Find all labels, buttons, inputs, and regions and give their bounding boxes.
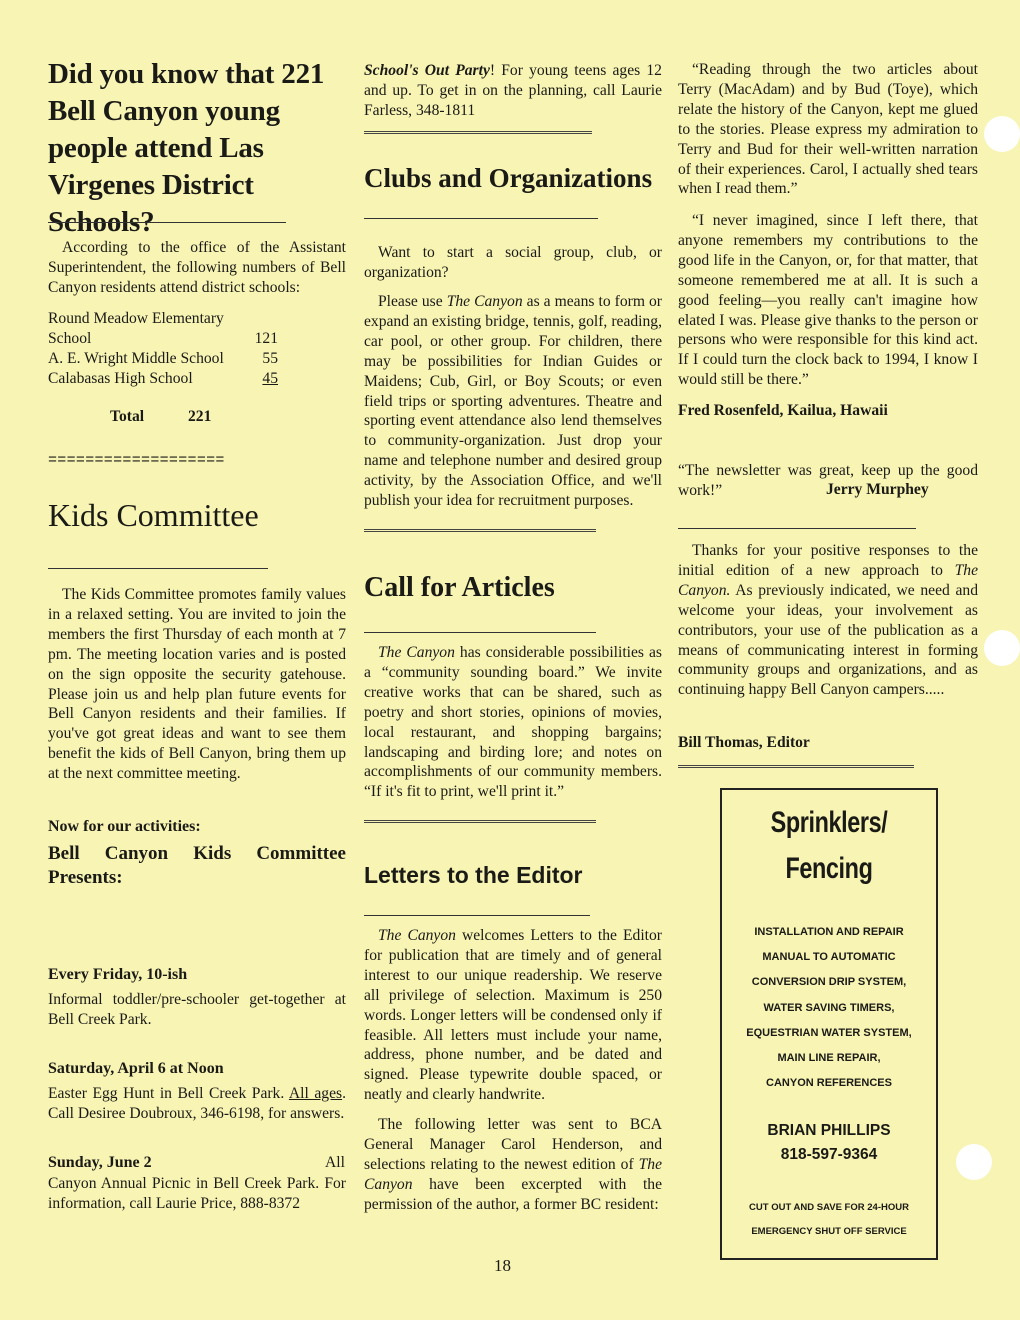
- following-text: The following letter was sent to BCA General Manager Carol Henderson, and selections relating to the newest edition of: [364, 1116, 662, 1173]
- punch-hole: [956, 1144, 992, 1180]
- editor-signature: Bill Thomas, Editor: [678, 734, 810, 751]
- total-label: Total: [110, 408, 145, 425]
- event-body: Informal toddler/pre-schooler get-together at Bell Creek Park.: [48, 991, 346, 1028]
- ad-contact-name: BRIAN PHILLIPS: [767, 1122, 891, 1139]
- event-body: [48, 1084, 346, 1124]
- call-for-articles-body: [364, 643, 662, 802]
- school-name: A. E. Wright Middle School: [48, 350, 224, 367]
- letters-body-text: welcomes Letters to the Editor for publication that are timely and of general interest to our unique readership. We reserve all privilege of selection. Maximum is 250 words. Longer letters will be condensed only if feasible. All letters must include your name, address, phone number, and be dated and signed. Please typewrite double spaced, or neatly and clearly handwrite.: [364, 927, 662, 1104]
- call-for-articles-heading: Call for Articles: [364, 572, 555, 603]
- table-row: [48, 349, 278, 369]
- publication-name: The Canyon: [378, 927, 456, 944]
- ad-footer: EMERGENCY SHUT OFF SERVICE: [751, 1226, 907, 1237]
- school-count: 55: [262, 350, 278, 367]
- publication-name: The Canyon: [446, 293, 523, 310]
- separator: ===================: [48, 452, 225, 469]
- school-stats-table: [48, 309, 278, 389]
- event-body-underlined: All ages: [288, 1085, 343, 1102]
- divider: [364, 218, 598, 219]
- event-title: Saturday, April 6 at Noon: [48, 1060, 224, 1077]
- call-body-text: has considerable possibilities as a “community sounding board.” We invite creative works that can be shared, such as poetry and short stories, opinions of movies, local restaurant, and shopping bargains; landscaping and birding lore; and notes on accomplishments of our community members. “If it's fit to print, we'll print it.”: [364, 644, 662, 801]
- double-rule: [678, 765, 914, 771]
- following-letter-intro: [364, 1115, 662, 1215]
- ad-footer: CUT OUT AND SAVE FOR 24-HOUR: [749, 1202, 909, 1213]
- letter-quote: “Reading through the two articles about Terry (MacAdam) and by Bud (Toye), which relate the history of the Canyon, kept me glued to the stories. Please express my admiration to Terry and Bud for their well-written narration of their experiences. Carol, I actually shed tears when I read them.”: [678, 61, 978, 198]
- event-title: Every Friday, 10-ish: [48, 966, 188, 983]
- kids-committee-body: The Kids Committee promotes family values in a relaxed setting. You are invited to join the members the first Thursday of each month at 7 pm. The meeting location varies and is posted on the sign opposite the security gatehouse. Please join us and help plan future events for Bell Canyon residents and their families. If you've got great ideas and want to see them benefit the kids of Bell Canyon, bring them up at the next committee meeting.: [48, 586, 346, 783]
- school-name: School: [48, 330, 92, 347]
- double-rule: [364, 529, 596, 535]
- ad-service: EQUESTRIAN WATER SYSTEM,: [746, 1027, 912, 1039]
- clubs-body-text: as a means to form or expand an existing bridge, tennis, golf, reading, car pool, or other group. For children, there may be possibilities for Indian Guides or Maidens; Cub, Girl, or Boy Scouts; or even field trips or sporting adventures. Theatre and sporting event attendance also lend themselves to community-organization. Just drop your name and telephone number and desired group activity, by the Association Office, and we'll publish your idea for recruitment purposes.: [364, 293, 662, 510]
- thanks-text: As previously indicated, we need and welcome your ideas, your involvement as contributors, your use of the publication as a means of communicating interest in forming community groups and organizations, and as continuing happy Bell Canyon campers.....: [678, 581, 978, 699]
- ad-service: WATER SAVING TIMERS,: [763, 1002, 895, 1014]
- publication-name: The Canyon: [364, 1155, 662, 1193]
- double-rule: [364, 131, 592, 137]
- sprinklers-fencing-ad: [720, 788, 938, 1260]
- ad-service: INSTALLATION AND REPAIR: [754, 926, 904, 938]
- ad-heading: Sprinklers/: [770, 806, 888, 839]
- presents-heading: Bell Canyon Kids Committee Presents:: [48, 843, 346, 888]
- publication-name: The Canyon: [378, 644, 455, 661]
- thanks-text: Thanks for your positive responses to the initial edition of a new approach to: [678, 542, 978, 579]
- letters-heading: Letters to the Editor: [364, 862, 583, 888]
- page-number: 18: [494, 1256, 511, 1275]
- clubs-question: Want to start a social group, club, or organization?: [364, 244, 662, 281]
- ad-heading: Fencing: [785, 852, 873, 885]
- letter-signature: Jerry Murphey: [826, 481, 929, 498]
- ad-service: MAIN LINE REPAIR,: [777, 1052, 881, 1064]
- schools-out-body: ! For young teens ages 12 and up. To get in on the planning, call Laurie Farless, 348-1811: [364, 62, 662, 119]
- clubs-body: [364, 292, 662, 511]
- divider: [364, 915, 590, 916]
- double-rule: [364, 820, 596, 826]
- ad-service: MANUAL TO AUTOMATIC: [762, 951, 896, 963]
- following-text: have been excerpted with the permission of the author, a former BC resident:: [364, 1175, 662, 1213]
- clubs-body-text: Please use: [378, 293, 447, 310]
- ad-phone: 818-597-9364: [780, 1146, 878, 1163]
- punch-hole: [984, 116, 1020, 152]
- ad-service: CONVERSION DRIP SYSTEM,: [751, 976, 907, 988]
- total-value: 221: [188, 408, 212, 425]
- table-row: [48, 369, 278, 389]
- table-row: [48, 329, 278, 349]
- letters-body: [364, 926, 662, 1105]
- did-you-know-intro: According to the office of the Assistant Superintendent, the following numbers of Bell Canyon residents attend district schools:: [48, 239, 346, 296]
- event-title: Sunday, June 2: [48, 1154, 152, 1171]
- clubs-heading: Clubs and Organizations: [364, 163, 653, 193]
- schools-out-title: School's Out Party: [364, 62, 490, 79]
- event-body-text: . Call Desiree Doubroux, 346-6198, for answers.: [48, 1085, 346, 1122]
- event-title-right: All: [325, 1154, 345, 1171]
- letter-signature: Fred Rosenfeld, Kailua, Hawaii: [678, 402, 888, 419]
- activities-heading: Now for our activities:: [48, 818, 201, 835]
- event-body-text: Easter Egg Hunt in Bell Creek Park.: [48, 1085, 289, 1102]
- event-body: Canyon Annual Picnic in Bell Creek Park. For information, call Laurie Price, 888-8372: [48, 1175, 346, 1212]
- school-name: Calabasas High School: [48, 370, 193, 387]
- letter-quote: “The newsletter was great, keep up the good work!”: [678, 462, 978, 499]
- publication-name: The Canyon.: [678, 561, 978, 599]
- did-you-know-heading: Did you know that 221 Bell Canyon young people attend Las Virgenes District Schools?: [48, 58, 325, 238]
- school-count: 121: [254, 330, 278, 347]
- divider: [48, 222, 286, 223]
- schools-out-party: [364, 61, 662, 121]
- divider: [364, 632, 596, 633]
- table-row: [48, 309, 278, 329]
- kids-committee-heading: Kids Committee: [48, 497, 259, 533]
- school-name: Round Meadow Elementary: [48, 310, 224, 327]
- divider: [48, 568, 268, 569]
- editor-thanks: [678, 541, 978, 700]
- divider: [678, 528, 916, 529]
- ad-service: CANYON REFERENCES: [766, 1077, 892, 1089]
- school-count: 45: [262, 370, 278, 387]
- punch-hole: [984, 630, 1020, 666]
- letter-quote: “I never imagined, since I left there, that anyone remembers my contributions to the good life in the Canyon, or, for that matter, that someone remembered me at all. It is such a good feeling—you really can't imagine how elated I was. Please give thanks to the person or persons who were responsible for this kind act. If I could turn the clock back to 1994, I know I would still be there.”: [678, 212, 978, 389]
